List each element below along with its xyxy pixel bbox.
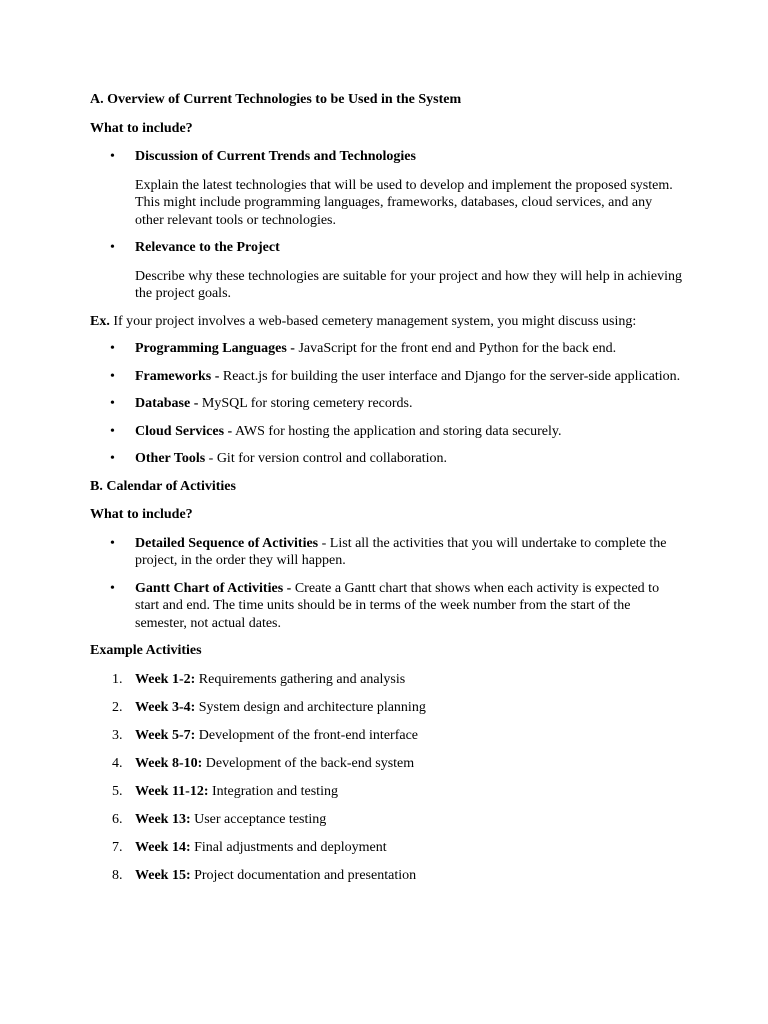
list-item <box>90 580 682 633</box>
bullet-icon: • <box>110 451 115 466</box>
list-item <box>90 811 682 829</box>
item-week: Week 11-12: <box>135 783 209 799</box>
item-description: Describe why these technologies are suitable for your project and how they will help in achieving the project goals. <box>135 268 682 301</box>
item-text: Development of the back-end system <box>202 755 415 771</box>
item-description: Explain the latest technologies that will be used to develop and implement the proposed system. This might include programming languages, frameworks, databases, cloud services, and any other relevant tools or technologies. <box>135 177 673 228</box>
item-text: Requirements gathering and analysis <box>195 671 406 687</box>
section-a-list <box>90 148 682 303</box>
item-text: Development of the front-end interface <box>195 727 419 743</box>
list-item <box>90 867 682 885</box>
item-text: - Git for version control and collaboration. <box>205 451 447 466</box>
bullet-icon: • <box>110 535 115 551</box>
example-text: If your project involves a web-based cemetery management system, you might discuss using: <box>109 313 637 329</box>
item-text: Final adjustments and deployment <box>190 839 387 855</box>
list-item <box>90 671 682 689</box>
bullet-icon: • <box>110 341 115 356</box>
item-term: Other Tools <box>135 451 206 466</box>
item-week: Week 15: <box>135 867 191 883</box>
example-activities-heading: Example Activities <box>90 643 202 658</box>
item-number: 7. <box>112 839 123 855</box>
item-number: 4. <box>112 755 123 771</box>
section-b-list <box>90 535 682 633</box>
list-item <box>90 450 682 468</box>
item-text: MySQL for storing cemetery records. <box>198 396 413 411</box>
list-item <box>90 783 682 801</box>
item-week: Week 5-7: <box>135 727 196 743</box>
item-text: System design and architecture planning <box>195 699 426 715</box>
list-item <box>90 535 682 570</box>
bullet-icon: • <box>110 149 115 164</box>
item-week: Week 14: <box>135 839 191 855</box>
item-term: Database - <box>135 396 199 411</box>
item-term: Gantt Chart of Activities - <box>135 580 292 596</box>
item-number: 2. <box>112 699 123 715</box>
item-week: Week 8-10: <box>135 755 203 771</box>
item-text: React.js for building the user interface and Django for the server-side application. <box>219 368 681 384</box>
example-intro <box>90 313 682 331</box>
section-b-what-to-include: What to include? <box>90 507 193 522</box>
item-title: Discussion of Current Trends and Technologies <box>135 149 416 164</box>
item-week: Week 1-2: <box>135 671 196 687</box>
list-item <box>90 423 682 441</box>
bullet-icon: • <box>110 396 115 411</box>
bullet-icon: • <box>110 368 115 384</box>
item-text: JavaScript for the front end and Python for the back end. <box>294 341 617 356</box>
list-item <box>90 699 682 717</box>
item-number: 6. <box>112 811 123 827</box>
item-text: User acceptance testing <box>190 811 327 827</box>
document-page <box>90 91 682 895</box>
item-number: 3. <box>112 727 123 743</box>
example-label: Ex. <box>90 313 110 329</box>
bullet-icon: • <box>110 240 115 255</box>
item-text: Create a Gantt chart that shows when each activity is expected to start and end. The time units should be in terms of the week number from the start of the semester, not actual dates. <box>135 580 660 631</box>
item-text: Project documentation and presentation <box>190 867 417 883</box>
activities-list <box>90 671 682 885</box>
item-text: - List all the activities that you will undertake to complete the project, in the order they will happen. <box>135 535 667 568</box>
item-number: 5. <box>112 783 123 799</box>
item-term: Programming Languages - <box>135 341 295 356</box>
item-term: Cloud Services - <box>135 423 233 439</box>
list-item <box>90 368 682 386</box>
example-technology-list <box>90 340 682 468</box>
section-a-heading: A. Overview of Current Technologies to be Used in the System <box>90 92 462 107</box>
item-term: Detailed Sequence of Activities <box>135 535 319 551</box>
list-item <box>90 239 682 303</box>
bullet-icon: • <box>110 580 115 596</box>
section-b-heading: B. Calendar of Activities <box>90 478 236 494</box>
list-item <box>90 727 682 745</box>
item-title: Relevance to the Project <box>135 240 280 255</box>
item-text: Integration and testing <box>208 783 338 799</box>
item-number: 1. <box>112 671 123 687</box>
item-text: AWS for hosting the application and storing data securely. <box>232 423 562 439</box>
item-number: 8. <box>112 867 123 883</box>
list-item <box>90 340 682 358</box>
list-item <box>90 148 682 229</box>
list-item <box>90 839 682 857</box>
bullet-icon: • <box>110 423 115 439</box>
section-a-what-to-include: What to include? <box>90 120 193 136</box>
item-term: Frameworks - <box>135 368 220 384</box>
item-week: Week 13: <box>135 811 191 827</box>
list-item <box>90 755 682 773</box>
item-week: Week 3-4: <box>135 699 196 715</box>
list-item <box>90 395 682 413</box>
